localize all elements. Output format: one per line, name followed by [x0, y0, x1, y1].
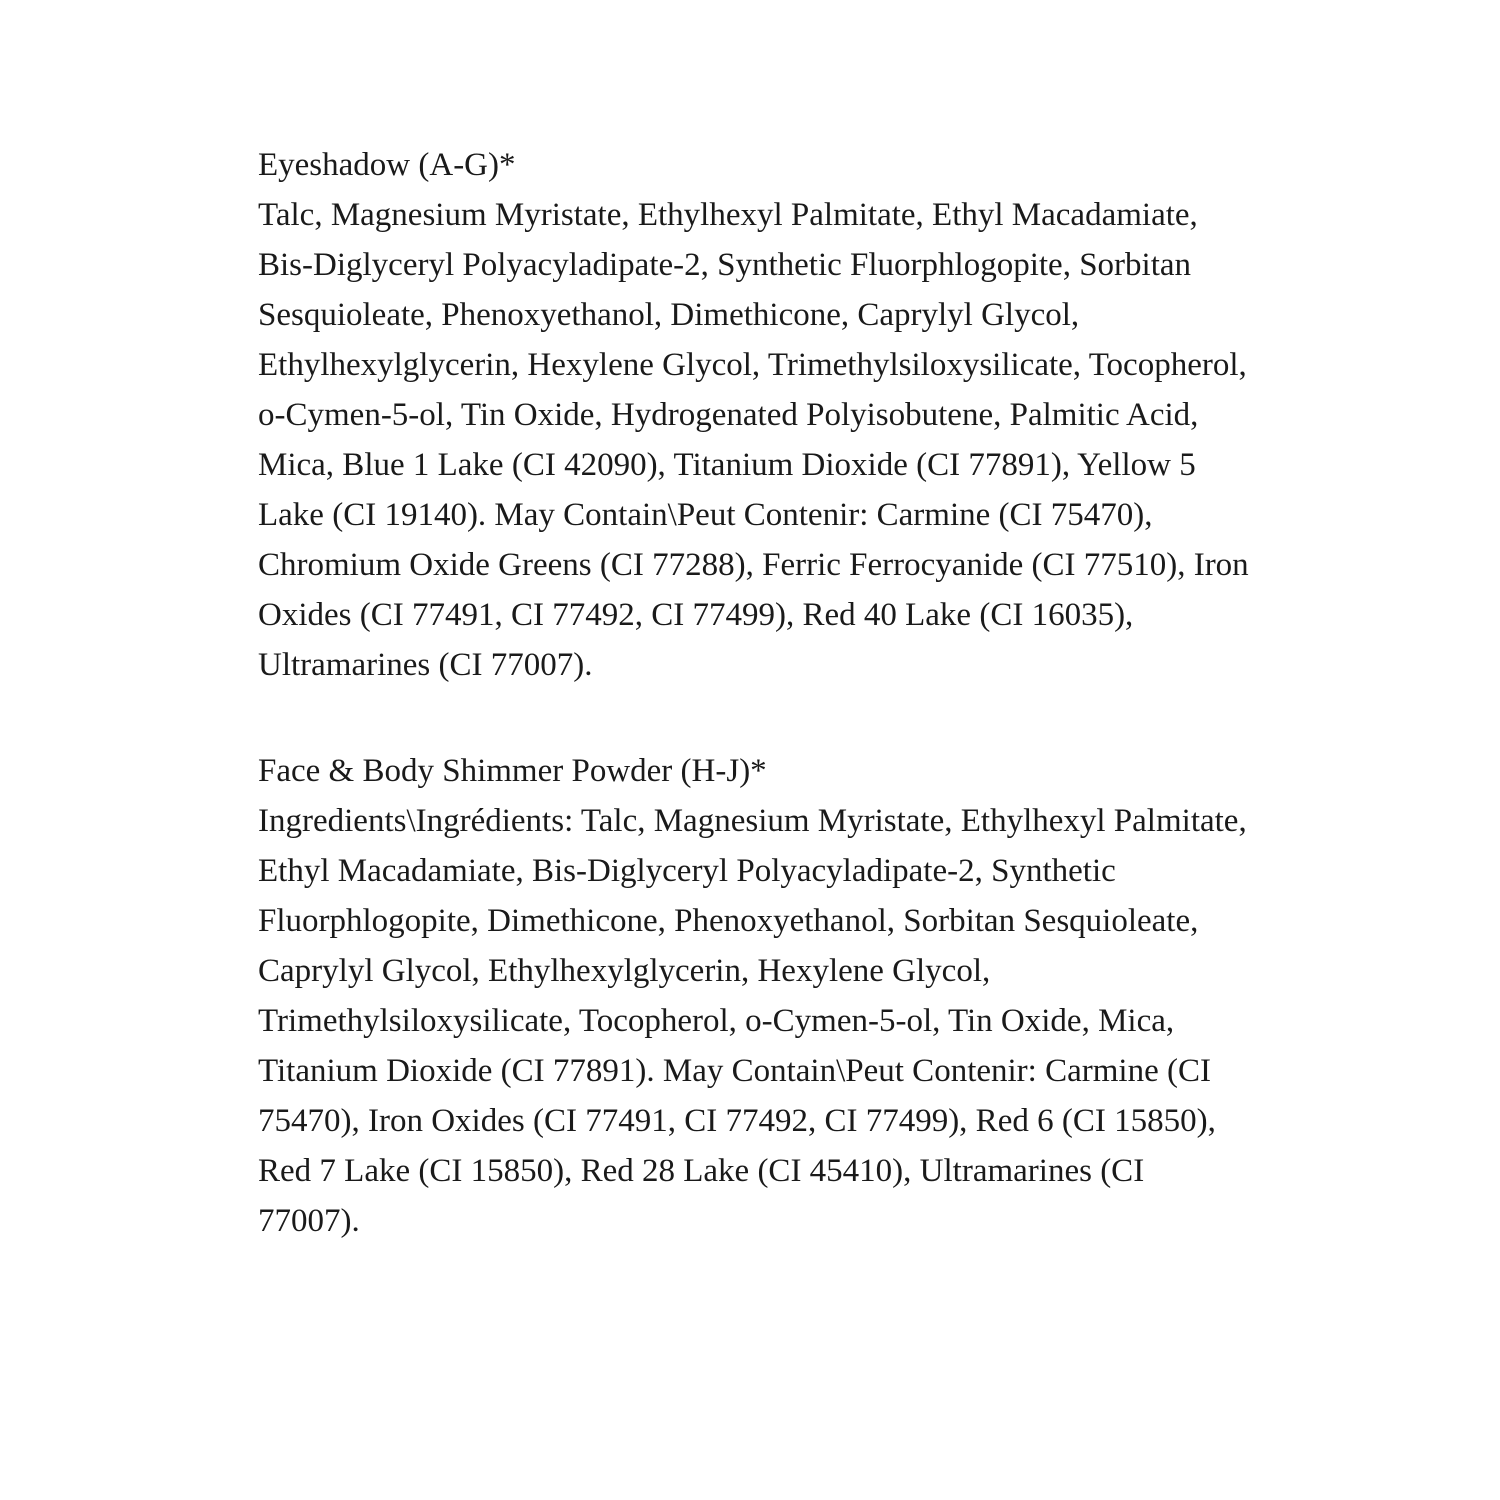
product-title: Face & Body Shimmer Powder (H-J)*: [258, 753, 767, 789]
product-title: Eyeshadow (A-G)*: [258, 147, 516, 183]
ingredient-list-text: Ingredients\Ingrédients: Talc, Magnesium Myristate, Ethylhexyl Palmitate, Ethyl Macadamiate, Bis-Diglyceryl Polyacyladipate-2, Synthetic Fluorphlogopite, Dimethicone, Phenoxyethanol, Sorbitan Sesquioleate, Caprylyl Glycol, Ethylhexylglycerin, Hexylene Glycol, Trimethylsiloxysilicate, Tocopherol, o-Cymen-5-ol, Tin Oxide, Mica, Titanium Dioxide (CI 77891). May Contain\Peut Contenir: Carmine (CI 75470), Iron Oxides (CI 77491, CI 77492, CI 77499), Red 6 (CI 15850), Red 7 Lake (CI 15850), Red 28 Lake (CI 45410), Ultramarines (CI 77007).: [258, 803, 1255, 1239]
ingredient-block-eyeshadow: [258, 140, 1257, 690]
ingredient-block-shimmer-powder: [258, 746, 1255, 1246]
ingredient-list-text: Talc, Magnesium Myristate, Ethylhexyl Palmitate, Ethyl Macadamiate, Bis-Diglyceryl Polyacyladipate-2, Synthetic Fluorphlogopite, Sorbitan Sesquioleate, Phenoxyethanol, Dimethicone, Caprylyl Glycol, Ethylhexylglycerin, Hexylene Glycol, Trimethylsiloxysilicate, Tocopherol, o-Cymen-5-ol, Tin Oxide, Hydrogenated Polyisobutene, Palmitic Acid, Mica, Blue 1 Lake (CI 42090), Titanium Dioxide (CI 77891), Yellow 5 Lake (CI 19140). May Contain\Peut Contenir: Carmine (CI 75470), Chromium Oxide Greens (CI 77288), Ferric Ferrocyanide (CI 77510), Iron Oxides (CI 77491, CI 77492, CI 77499), Red 40 Lake (CI 16035), Ultramarines (CI 77007).: [258, 197, 1257, 683]
